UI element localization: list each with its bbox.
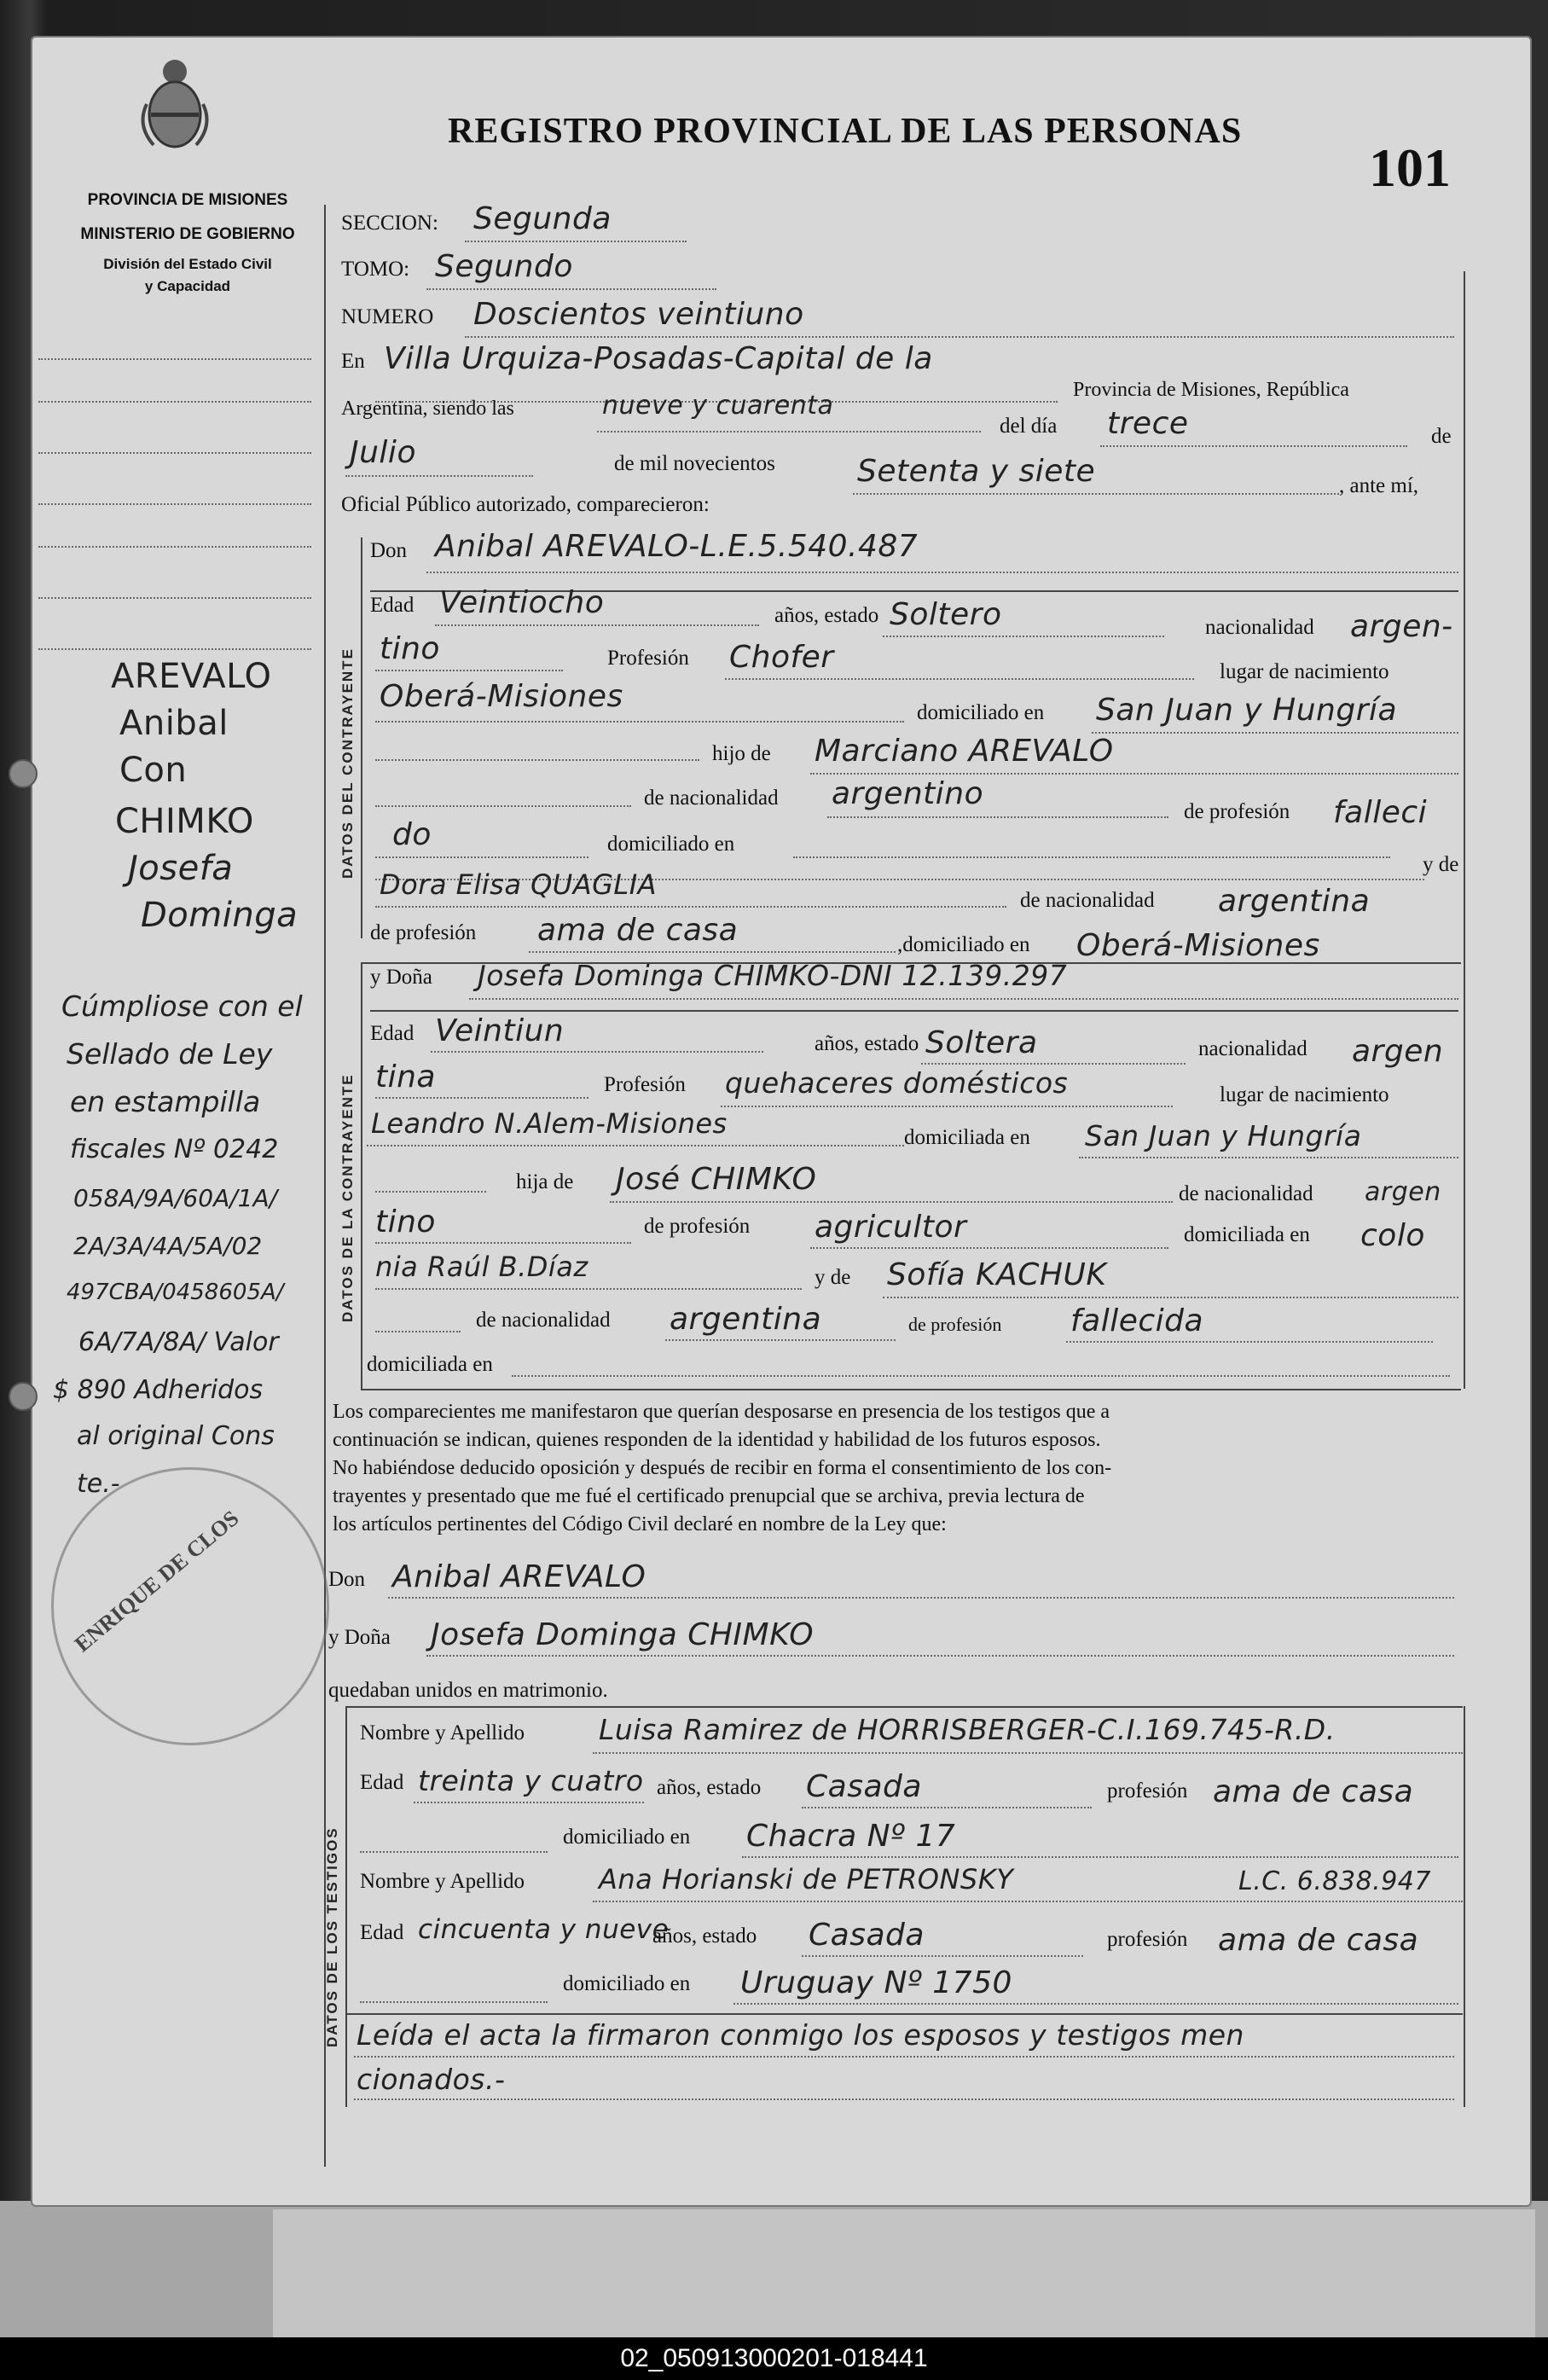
decl-dona-value: Josefa Dominga CHIMKO	[431, 1617, 815, 1652]
margin-con: Con	[119, 751, 188, 790]
t1-profesion: ama de casa	[1213, 1774, 1414, 1809]
contrayenta-nacionalidad-b: tina	[375, 1059, 436, 1094]
t1-domicilio: Chacra Nº 17	[746, 1819, 956, 1854]
margin-surname-2: CHIMKO	[115, 802, 254, 841]
hija-label: hija de	[516, 1170, 574, 1193]
provincia-text: Provincia de Misiones, República	[1073, 379, 1349, 401]
contrayenta-madre-nacionalidad-label: de nacionalidad	[476, 1309, 611, 1332]
contrayenta-madre-nacionalidad: argentina	[670, 1302, 822, 1337]
contrayente-padre-profesion-a: falleci	[1333, 795, 1428, 830]
margin-name-3: Dominga	[141, 896, 299, 935]
contrayenta-padre-domiciliada-label: domiciliada en	[1184, 1223, 1310, 1246]
seccion-label: SECCION:	[341, 212, 438, 235]
decl-don-value: Anibal AREVALO	[392, 1559, 646, 1594]
decl-don-label: Don	[328, 1568, 366, 1591]
t2-edad: cincuenta y nueve	[418, 1914, 670, 1945]
contrayenta-madre-domiciliada-label: domiciliada en	[367, 1353, 493, 1376]
t1-profesion-label: profesión	[1107, 1779, 1188, 1802]
mil-label: de mil novecientos	[614, 452, 775, 475]
margin-note-8: 6A/7A/8A/ Valor	[78, 1327, 279, 1357]
contrayente-madre: Dora Elisa QUAGLIA	[380, 868, 658, 901]
hijo-label: hijo de	[712, 742, 771, 765]
binding-hole-icon	[9, 1382, 38, 1411]
contrayenta-nacionalidad-a: argen	[1352, 1034, 1444, 1069]
numero-label: NUMERO	[341, 305, 434, 328]
margin-note-3: en estampilla	[70, 1085, 261, 1118]
t1-edad-label: Edad	[360, 1771, 404, 1794]
seccion-value: Segunda	[473, 201, 612, 236]
en-label: En	[341, 350, 365, 373]
dia-value: trece	[1107, 406, 1189, 441]
margin-note-5: 058A/9A/60A/1A/	[73, 1184, 278, 1212]
de-profesion-label: de profesión	[1184, 800, 1290, 823]
contrayenta-padre-nacionalidad-a: argen	[1365, 1177, 1441, 1207]
contrayenta-y-de-label: y de	[815, 1266, 851, 1289]
margin-surname: AREVALO	[111, 657, 272, 696]
t2-edad-label: Edad	[360, 1921, 404, 1944]
t2-profesion: ama de casa	[1218, 1923, 1419, 1958]
madre-profesion-label: de profesión	[370, 921, 477, 944]
anios-estado-label: años, estado	[774, 604, 879, 627]
margin-note-2: Sellado de Ley	[67, 1037, 273, 1071]
page-title: REGISTRO PROVINCIAL DE LAS PERSONAS	[448, 112, 1243, 151]
margin-note-4: fiscales Nº 0242	[70, 1135, 279, 1164]
domiciliado-en-label: domiciliado en	[607, 833, 735, 856]
contrayenta-domiciliada-label: domiciliada en	[904, 1126, 1030, 1149]
t1-domicilio-label: domiciliado en	[563, 1826, 691, 1849]
contrayenta-nacionalidad-label: nacionalidad	[1198, 1037, 1307, 1060]
coat-of-arms-icon	[136, 53, 213, 155]
nacionalidad-label: nacionalidad	[1205, 616, 1314, 639]
contrayente-nacionalidad-a: argen-	[1350, 609, 1453, 644]
contrayenta-side-label: DATOS DE LA CONTRAYENTE	[339, 1073, 356, 1322]
t2-estado: Casada	[809, 1918, 925, 1953]
contrayente-nacionalidad-b: tino	[380, 631, 440, 666]
binding-hole-icon	[9, 759, 38, 788]
contrayente-domicilio: San Juan y Hungría	[1096, 693, 1398, 728]
margin-note-11: te.-	[77, 1469, 120, 1499]
dona-label: y Doña	[370, 966, 432, 989]
de-nacionalidad-label: de nacionalidad	[644, 787, 779, 810]
del-dia-label: del día	[1000, 415, 1058, 438]
oficial-text: Oficial Público autorizado, comparecieron:	[341, 493, 710, 516]
contrayenta-edad-label: Edad	[370, 1022, 415, 1045]
margin-note-10: al original Cons	[77, 1421, 275, 1451]
tomo-label: TOMO:	[341, 258, 410, 281]
de-label: de	[1431, 425, 1452, 448]
contrayenta-padre-domicilio-b: nia Raúl B.Díaz	[375, 1251, 588, 1283]
contrayente-side-label: DATOS DEL CONTRAYENTE	[339, 647, 356, 879]
page-number: 101	[1369, 137, 1451, 198]
contrayente-madre-nacionalidad: argentina	[1218, 884, 1371, 919]
margin-name: Anibal	[119, 704, 229, 743]
margin-name-2: Josefa	[128, 849, 234, 888]
y-de-label: y de	[1423, 853, 1459, 876]
contrayente-madre-domicilio: Oberá-Misiones	[1076, 928, 1320, 963]
contrayente-edad: Veintiocho	[439, 585, 605, 620]
domiciliado-label: domiciliado en	[917, 701, 1045, 724]
decl-closing: quedaban unidos en matrimonio.	[328, 1679, 608, 1702]
underlying-page-inner	[273, 2209, 1535, 2346]
contrayente-profesion: Chofer	[729, 640, 834, 675]
image-caption: 02_050913000201-018441	[0, 2337, 1548, 2380]
contrayenta-padre-profesion: agricultor	[815, 1210, 967, 1245]
numero-value: Doscientos veintiuno	[473, 297, 804, 332]
org-line-2: MINISTERIO DE GOBIERNO	[80, 225, 295, 243]
contrayente-padre-profesion-b: do	[392, 817, 432, 852]
contrayenta-madre-profesion: fallecida	[1070, 1303, 1204, 1338]
t1-edad: treinta y cuatro	[418, 1764, 644, 1797]
profesion-label: Profesión	[607, 647, 689, 670]
org-line-3: División del Estado Civil	[103, 256, 272, 272]
anio-value: Setenta y siete	[857, 454, 1096, 489]
t2-doc: L.C. 6.838.947	[1238, 1866, 1431, 1896]
contrayenta-padre-domicilio-a: colo	[1360, 1218, 1425, 1253]
t2-domicilio: Uruguay Nº 1750	[740, 1965, 1012, 2000]
t2-anios-label: años, estado	[652, 1924, 757, 1948]
contrayenta-de-nacionalidad-label: de nacionalidad	[1179, 1182, 1313, 1205]
t1-nombre: Luisa Ramirez de HORRISBERGER-C.I.169.745-R.D.	[599, 1713, 1336, 1746]
lugar-label: lugar de nacimiento	[1220, 660, 1389, 683]
seal-text: ENRIQUE DE CLOS	[70, 1505, 244, 1657]
contrayente-lugar: Oberá-Misiones	[380, 679, 623, 714]
margin-note-6: 2A/3A/4A/5A/02	[73, 1232, 263, 1260]
declaration-line-3: No habiéndose deducido oposición y después de recibir en forma el consentimiento de los con-	[333, 1457, 1112, 1479]
org-line-4: y Capacidad	[144, 278, 231, 294]
contrayenta-domicilio: San Juan y Hungría	[1085, 1119, 1362, 1152]
hora-value: nueve y cuarenta	[602, 391, 834, 421]
margin-note-7: 497CBA/0458605A/	[67, 1280, 284, 1305]
contrayenta-edad: Veintiun	[435, 1013, 565, 1048]
t2-profesion-label: profesión	[1107, 1928, 1188, 1951]
contrayenta-name: Josefa Dominga CHIMKO-DNI 12.139.297	[478, 959, 1068, 992]
contrayenta-lugar-label: lugar de nacimiento	[1220, 1083, 1389, 1106]
declaration-line-1: Los comparecientes me manifestaron que querían desposarse en presencia de los testigos que a	[333, 1401, 1110, 1423]
contrayenta-lugar: Leandro N.Alem-Misiones	[371, 1107, 728, 1140]
contrayenta-padre-nacionalidad-b: tino	[375, 1205, 436, 1239]
contrayente-padre-nacionalidad: argentino	[832, 776, 984, 811]
margin-note-9: $ 890 Adheridos	[53, 1375, 264, 1405]
madre-domicilio-label: ,domiciliado en	[897, 933, 1030, 956]
t2-domicilio-label: domiciliado en	[563, 1972, 691, 1995]
t1-anios-label: años, estado	[657, 1776, 762, 1799]
declaration-line-2: continuación se indican, quienes responden de la identidad y habilidad de los futuros esposos.	[333, 1429, 1101, 1451]
contrayente-padre: Marciano AREVALO	[815, 734, 1114, 769]
t2-nombre: Ana Horianski de PETRONSKY	[599, 1863, 1014, 1895]
contrayenta-madre-profesion-label: de profesión	[908, 1314, 1002, 1335]
contrayenta-profesion-label: Profesión	[604, 1073, 686, 1096]
ante-mi: , ante mí,	[1339, 474, 1419, 497]
t1-estado: Casada	[806, 1769, 922, 1804]
contrayenta-anios-estado-label: años, estado	[815, 1032, 919, 1055]
t1-nombre-label: Nombre y Apellido	[360, 1721, 525, 1744]
declaration-line-4: trayentes y presentado que me fué el certificado prenupcial que se archiva, previa lectura de	[333, 1485, 1085, 1507]
testigos-closing-b: cionados.-	[357, 2063, 506, 2096]
contrayenta-padre: José CHIMKO	[616, 1162, 817, 1197]
contrayenta-de-profesion-label: de profesión	[644, 1215, 751, 1238]
contrayenta-estado: Soltera	[925, 1025, 1038, 1060]
contrayente-estado: Soltero	[890, 597, 1002, 632]
en-value: Villa Urquiza-Posadas-Capital de la	[384, 341, 933, 376]
contrayente-madre-profesion: ama de casa	[537, 913, 739, 948]
testigos-closing-a: Leída el acta la firmaron conmigo los esposos y testigos men	[357, 2018, 1244, 2052]
tomo-value: Segundo	[435, 249, 573, 284]
testigos-side-label: DATOS DE LOS TESTIGOS	[324, 1826, 340, 2047]
argentina-text: Argentina, siendo las	[341, 398, 514, 420]
contrayente-name: Anibal AREVALO-L.E.5.540.487	[435, 529, 919, 564]
decl-dona-label: y Doña	[328, 1626, 391, 1649]
contrayenta-madre: Sofía KACHUK	[887, 1257, 1107, 1292]
edad-label: Edad	[370, 594, 415, 617]
t2-nombre-label: Nombre y Apellido	[360, 1870, 525, 1893]
mes-value: Julio	[350, 435, 416, 470]
margin-note-1: Cúmpliose con el	[61, 990, 303, 1023]
madre-nacionalidad-label: de nacionalidad	[1020, 889, 1155, 912]
org-line-1: PROVINCIA DE MISIONES	[87, 191, 288, 209]
don-label: Don	[370, 539, 408, 562]
declaration-line-5: los artículos pertinentes del Código Civil declaré en nombre de la Ley que:	[333, 1513, 947, 1535]
contrayenta-profesion: quehaceres domésticos	[725, 1066, 1069, 1100]
official-seal	[51, 1467, 329, 1745]
